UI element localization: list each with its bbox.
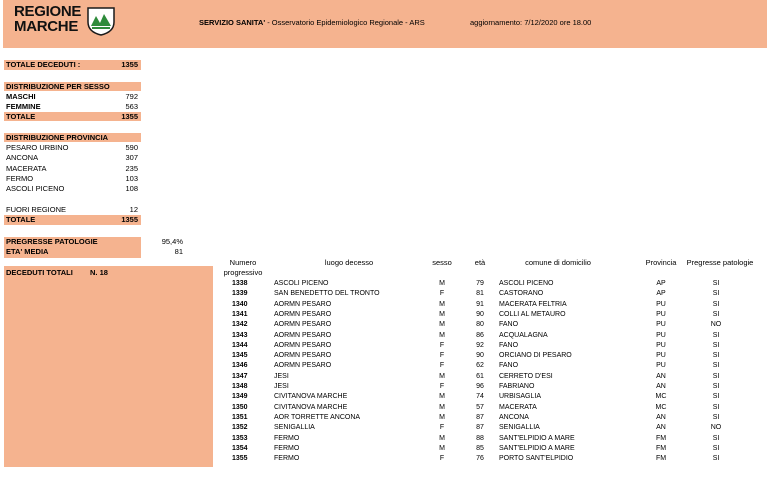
cell-numero: 1339 <box>232 290 248 298</box>
col-header-luogo: luogo decesso <box>324 258 374 267</box>
cell-patologie: SI <box>712 444 720 452</box>
cell-luogo: ASCOLI PICENO <box>274 280 329 287</box>
cell-sesso: M <box>439 372 445 380</box>
fuori-regione-label: FUORI REGIONE <box>6 205 67 214</box>
cell-comune: SANT'ELPIDIO A MARE <box>499 434 575 442</box>
cell-provincia: AN <box>656 372 666 380</box>
patologie-label: PREGRESSE PATOLOGIE <box>6 237 98 246</box>
col-header-numero: Numero <box>229 258 257 267</box>
col-header-provincia: Provincia <box>645 258 677 267</box>
cell-eta: 87 <box>476 424 484 432</box>
cell-sesso: M <box>439 331 445 339</box>
totale-deceduti-label: TOTALE DECEDUTI : <box>6 60 81 69</box>
cell-numero: 1353 <box>232 434 248 442</box>
sesso-label-femmine: FEMMINE <box>6 102 41 111</box>
service-title: SERVIZIO SANITA' - Osservatorio Epidemiologico Regionale - ARS <box>199 18 425 27</box>
col-header-comune: comune di domicilio <box>525 258 591 267</box>
provincia-total-value: 1355 <box>121 215 138 224</box>
cell-patologie: SI <box>712 300 720 308</box>
cell-luogo: FERMO <box>274 434 300 442</box>
cell-sesso: F <box>439 424 445 432</box>
cell-patologie: SI <box>712 280 720 287</box>
sesso-label-maschi: MASCHI <box>6 92 36 101</box>
provincia-label: ANCONA <box>6 153 39 162</box>
col-header-eta: età <box>474 258 486 267</box>
cell-sesso: M <box>439 393 445 401</box>
cell-patologie: SI <box>712 352 720 360</box>
cell-eta: 88 <box>476 434 484 442</box>
sesso-value-femmine: 563 <box>125 102 138 111</box>
logo-line-2: MARCHE <box>14 18 79 35</box>
cell-comune: ANCONA <box>499 413 529 421</box>
regione-marche-logo <box>14 4 84 34</box>
eta-media-label: ETA' MEDIA <box>6 247 49 256</box>
cell-patologie: SI <box>712 310 720 318</box>
cell-comune: FANO <box>499 341 519 349</box>
cell-patologie: SI <box>712 455 720 463</box>
provincia-total-label: TOTALE <box>6 215 36 224</box>
fuori-regione-value: 12 <box>129 205 138 214</box>
cell-provincia: FM <box>655 444 667 452</box>
cell-provincia: PU <box>656 331 666 339</box>
cell-comune: FABRIANO <box>499 383 535 390</box>
sesso-total-label: TOTALE <box>6 112 36 121</box>
cell-luogo: AORMN PESARO <box>274 331 332 339</box>
cell-sesso: F <box>439 383 445 390</box>
provincia-value: 307 <box>125 153 138 162</box>
cell-comune: CASTORANO <box>499 290 544 298</box>
cell-comune: SENIGALLIA <box>499 424 540 432</box>
cell-numero: 1344 <box>232 341 248 349</box>
cell-luogo: JESI <box>274 383 289 390</box>
cell-patologie: SI <box>712 393 720 401</box>
cell-provincia: AP <box>656 280 666 287</box>
cell-provincia: PU <box>656 341 666 349</box>
cell-comune: ORCIANO DI PESARO <box>499 352 572 360</box>
sesso-total-value: 1355 <box>121 112 138 121</box>
cell-numero: 1355 <box>232 455 248 463</box>
patologie-value: 95,4% <box>161 237 183 246</box>
cell-sesso: F <box>439 352 445 360</box>
deceduti-totali-label: DECEDUTI TOTALI <box>6 268 73 277</box>
cell-patologie: SI <box>712 290 720 298</box>
cell-patologie: SI <box>712 413 720 421</box>
cell-eta: 92 <box>476 341 484 349</box>
cell-numero: 1352 <box>232 424 248 432</box>
totale-deceduti-value: 1355 <box>121 60 138 69</box>
cell-sesso: M <box>439 434 445 442</box>
cell-eta: 91 <box>476 300 484 308</box>
cell-provincia: AP <box>656 290 666 298</box>
provincia-title: DISTRIBUZIONE PROVINCIA <box>6 133 109 142</box>
cell-eta: 74 <box>476 393 484 401</box>
cell-patologie: SI <box>712 383 720 390</box>
provincia-value: 235 <box>125 164 138 173</box>
cell-sesso: F <box>439 455 445 463</box>
cell-numero: 1340 <box>232 300 248 308</box>
sesso-value-maschi: 792 <box>125 92 138 101</box>
cell-numero: 1346 <box>232 362 248 370</box>
cell-eta: 76 <box>476 455 484 463</box>
cell-provincia: AN <box>656 413 666 421</box>
cell-provincia: MC <box>655 403 667 411</box>
cell-eta: 87 <box>476 413 484 421</box>
cell-sesso: M <box>439 300 445 308</box>
cell-eta: 90 <box>476 352 484 360</box>
cell-eta: 90 <box>476 310 484 318</box>
cell-luogo: AOR TORRETTE ANCONA <box>274 413 361 421</box>
cell-comune: ASCOLI PICENO <box>499 280 554 287</box>
cell-sesso: M <box>439 413 445 421</box>
cell-luogo: SENIGALLIA <box>274 424 315 432</box>
deceduti-totali-panel <box>4 266 213 467</box>
provincia-label: FERMO <box>6 174 34 183</box>
cell-provincia: PU <box>656 352 666 360</box>
cell-comune: ACQUALAGNA <box>499 331 548 339</box>
cell-patologie: SI <box>712 341 720 349</box>
cell-sesso: M <box>439 321 445 329</box>
cell-eta: 61 <box>476 372 484 380</box>
cell-luogo: SAN BENEDETTO DEL TRONTO <box>274 290 380 298</box>
cell-eta: 96 <box>476 383 484 390</box>
cell-comune: FANO <box>499 321 519 329</box>
cell-sesso: F <box>439 341 445 349</box>
cell-luogo: AORMN PESARO <box>274 341 332 349</box>
cell-luogo: FERMO <box>274 444 300 452</box>
cell-eta: 85 <box>476 444 484 452</box>
cell-sesso: M <box>439 444 445 452</box>
cell-comune: FANO <box>499 362 519 370</box>
cell-provincia: PU <box>656 321 666 329</box>
cell-patologie: SI <box>712 434 720 442</box>
cell-patologie: SI <box>712 372 720 380</box>
col-header-sesso: sesso <box>432 258 452 267</box>
cell-provincia: MC <box>655 393 667 401</box>
cell-provincia: FM <box>655 455 667 463</box>
cell-luogo: CIVITANOVA MARCHE <box>274 403 348 411</box>
cell-luogo: AORMN PESARO <box>274 300 332 308</box>
cell-luogo: AORMN PESARO <box>274 321 332 329</box>
cell-numero: 1342 <box>232 321 248 329</box>
cell-provincia: FM <box>655 434 667 442</box>
provincia-value: 103 <box>125 174 138 183</box>
cell-patologie: SI <box>712 362 720 370</box>
cell-numero: 1341 <box>232 310 248 318</box>
provincia-value: 590 <box>125 143 138 152</box>
col-header-patologie: Pregresse patologie <box>686 258 754 267</box>
cell-eta: 79 <box>476 280 484 287</box>
cell-comune: SANT'ELPIDIO A MARE <box>499 444 575 452</box>
cell-provincia: PU <box>656 310 666 318</box>
cell-numero: 1354 <box>232 444 248 452</box>
cell-eta: 80 <box>476 321 484 329</box>
provincia-label: PESARO URBINO <box>6 143 69 152</box>
cell-comune: CERRETO D'ESI <box>499 372 553 380</box>
cell-eta: 57 <box>476 403 484 411</box>
logo-line-1: REGIONE <box>14 3 82 20</box>
cell-numero: 1338 <box>232 280 248 287</box>
cell-luogo: AORMN PESARO <box>274 352 332 360</box>
cell-comune: MACERATA <box>499 403 537 411</box>
cell-eta: 62 <box>476 362 484 370</box>
cell-comune: MACERATA FELTRIA <box>499 300 567 308</box>
cell-provincia: AN <box>656 424 666 432</box>
cell-numero: 1351 <box>232 413 248 421</box>
cell-eta: 86 <box>476 331 484 339</box>
cell-numero: 1345 <box>232 352 248 360</box>
cell-numero: 1347 <box>232 372 248 380</box>
cell-luogo: FERMO <box>274 455 300 463</box>
cell-sesso: M <box>439 403 445 411</box>
eta-media-value: 81 <box>174 247 183 256</box>
provincia-value: 108 <box>125 184 138 193</box>
cell-provincia: AN <box>656 383 666 390</box>
col-header-progressivo: progressivo <box>223 268 263 277</box>
cell-sesso: M <box>439 280 445 287</box>
sesso-title: DISTRIBUZIONE PER SESSO <box>6 82 110 91</box>
cell-sesso: M <box>439 310 445 318</box>
cell-patologie: SI <box>712 403 720 411</box>
update-timestamp: aggiornamento: 7/12/2020 ore 18.00 <box>470 18 592 27</box>
cell-comune: URBISAGLIA <box>499 393 542 401</box>
cell-numero: 1348 <box>232 383 248 390</box>
cell-numero: 1349 <box>232 393 248 401</box>
cell-comune: PORTO SANT'ELPIDIO <box>499 455 574 463</box>
cell-luogo: AORMN PESARO <box>274 362 332 370</box>
cell-patologie: NO <box>710 321 722 329</box>
cell-luogo: JESI <box>274 372 289 380</box>
cell-numero: 1350 <box>232 403 248 411</box>
cell-provincia: PU <box>656 362 666 370</box>
cell-patologie: SI <box>712 331 720 339</box>
cell-patologie: NO <box>710 424 722 432</box>
cell-luogo: AORMN PESARO <box>274 310 332 318</box>
cell-numero: 1343 <box>232 331 248 339</box>
cell-comune: COLLI AL METAURO <box>499 310 566 318</box>
provincia-label: MACERATA <box>6 164 47 173</box>
deceduti-count: N. 18 <box>90 268 108 277</box>
provincia-label: ASCOLI PICENO <box>6 184 65 193</box>
cell-eta: 81 <box>476 290 484 298</box>
cell-sesso: F <box>439 362 445 370</box>
cell-provincia: PU <box>656 300 666 308</box>
cell-sesso: F <box>439 290 445 298</box>
regione-marche-emblem-icon <box>86 6 116 36</box>
cell-luogo: CIVITANOVA MARCHE <box>274 393 348 401</box>
